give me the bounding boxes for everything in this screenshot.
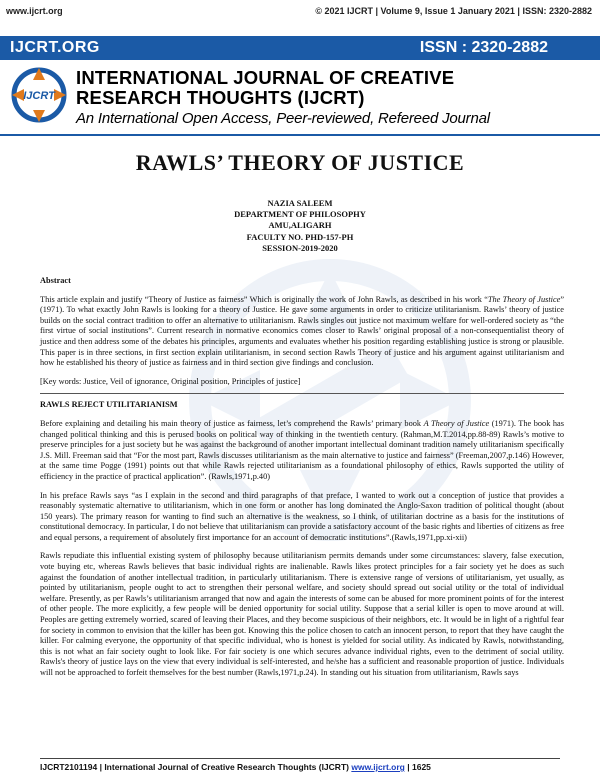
footer-site-link[interactable]: www.ijcrt.org xyxy=(351,762,405,772)
journal-title-line-2: RESEARCH THOUGHTS (IJCRT) xyxy=(76,87,365,108)
abstract-text-b: ” (1971). To what exactly John Rawls is looking for a theory of Justice. He gave some arguments in order to criticize utilitarianism. Rawls’ theory of justice builds on the social contract tradition to offer an alternative to utilitarianism. Rawls singles out justice not maximum welfare for well-ordered society as “the first virtue of social institutions”. Current research in normative economics comes closer to Rawls’ original proposal of a non-consequentialist theory of justice and then address some of the debates his principles, arguments and evaluates whether his position regarding establishing justice is strong or plausible. This paper is in three sections, in first section explain utilitarianism, in second section Rawls Theory of justice and his argument against utilitarianism and how he established his theory of justice as fairness and in third section give findings and conclusion. xyxy=(40,294,564,368)
section-rule xyxy=(40,393,564,394)
footer-paper-id: IJCRT2101194 xyxy=(40,762,98,772)
section-p1-text-b: (1971). The book has changed political thinking and this is perused books on political way of thinking in the twentieth century. (Rahman,M.T.2014,pp.88-89) Rawls’s motive to preserve principles for a just society but he was against the background of another important intellectual dominant tradition namely utilitarianism specifically J.S. Mill. Freeman said that “For the most part, Rawls discusses utilitarianism as the main alternative to justice and fairness” (Freeman,2007,p.146) However, at the same time Pogge (1991) points out that while Rawls rejected utilitarianism as a foundational philosophy of ethics, Rawls supported the utility of efficiency in the practice of practical application”. (Rawls,1971,p.40) xyxy=(40,418,564,481)
journal-title-line-1: INTERNATIONAL JOURNAL OF CREATIVE xyxy=(76,67,455,88)
author-university: AMU,ALIGARH xyxy=(268,220,332,231)
article-body xyxy=(40,276,564,687)
abstract-heading: Abstract xyxy=(40,276,71,285)
author-department: DEPARTMENT OF PHILOSOPHY xyxy=(234,209,366,220)
journal-title xyxy=(76,68,596,108)
footer-journal: International Journal of Creative Research Thoughts (IJCRT) xyxy=(104,762,349,772)
banner-issn: ISSN : 2320-2882 xyxy=(419,39,548,56)
logo-text: IJCRT xyxy=(23,90,55,102)
footer-line xyxy=(40,762,560,772)
section-paragraph-2: In his preface Rawls says “as I explain in the second and third paragraphs of that preface, I wanted to work out a conception of justice that provides a reasonably systematic alternative to utilitarianism, which in one form or another has long dominated the Anglo-Saxon tradition of political thought (about 150 years). The primary reason for wanting to find such an alternative is the weakness, so I think, of utilitarian doctrine as a basis for the institutions of constitutional democracy. In particular, I do not believe that utilitarianism can provide a satisfactory account of the basic rights and liberties of citizens as free and equal persons, a requirement of absolutely first importance for an account of democratic institutions”.(Rawls,1971,pp.xi-xii) xyxy=(40,490,564,542)
section-heading: RAWLS REJECT UTILITARIANISM xyxy=(40,400,178,410)
article-title: RAWLS’ THEORY OF JUSTICE xyxy=(135,150,465,175)
author-session: SESSION-2019-2020 xyxy=(262,242,338,253)
abstract-paragraph xyxy=(40,295,564,369)
running-header xyxy=(0,0,600,20)
author-block xyxy=(0,198,600,254)
header-divider xyxy=(0,134,600,136)
journal-banner xyxy=(0,36,600,60)
section-paragraph-3: Rawls repudiate this influential existing system of philosophy because utilitarianism permits demands under some circumstances: slavery, false execution, vote buying etc, whereas Rawls believes that basic individual rights are inalienable. Rawls likes protect principles for a fair society yet he does as such against the foundation of another intellectual tradition, in particularly utilitarianism. There is extensive range of versions of utilitarianism, yet usually, as pointed by utilitarianism, people ought to act to strengthen their personal welfare, and society should spread out social utility or the total of individual welfare. Presently, as per Rawls’s utilitarianism arranged that now and again the interests of some can be abused for more prominent points of for the interest of other people. The more explicitly, a few people will be denied opportunity for social utility. Suppose that a serial killer is open to move around at will. Peoples are getting extremely worried, scared of leaving their Places, and they become suspicious of their neighbors, etc. It would be in light of a rightful fear for society in common to envision that the killer has been got. Knowing this the police chosen to catch an innocent person, to report that they have caught the killer. For calming everyone, the opportunity of that specific individual, who is honest is yielded for social utility. As indicated by Rawls, notwithstanding, this is not what an fair society ought to look like. For fair society is one which secures advance individual rights, even to the detriment of social utility. Rawls's theory of justice lays on the view that every individual is self-interested, and he/she has a sufficient and reasonable proportion of justice. Individuals will not be approached to forfeit themselves for the best number (Rawls,1971,p.24). In standing out his situation from utilitarianism, Rawls says xyxy=(40,551,564,677)
abstract-book-title: The Theory of Justice xyxy=(487,294,561,304)
section-paragraph-1 xyxy=(40,419,564,483)
banner-brand: IJCRT.ORG xyxy=(10,39,100,56)
footer-rule xyxy=(40,758,560,759)
abstract-text-a: This article explain and justify “Theory of Justice as fairness” Which is originally the work of John Rawls, as described in his work “ xyxy=(40,294,488,304)
author-faculty-no: FACULTY NO. PHD-157-PH xyxy=(246,231,354,242)
footer-sep-3: | xyxy=(407,762,412,772)
section-p1-book-title: A Theory of Justice xyxy=(423,418,490,428)
header-volume-info: © 2021 IJCRT | Volume 9, Issue 1 January 2021 | ISSN: 2320-2882 xyxy=(315,6,592,16)
footer-page-number: 1625 xyxy=(412,762,431,772)
footer-sep-1: | xyxy=(99,762,105,772)
section-p1-text-a: Before explaining and detailing his main theory of justice as fairness, let’s comprehend the Rawls’ primary book xyxy=(40,418,424,428)
journal-logo-icon xyxy=(10,66,68,124)
keywords: [Key words: Justice, Veil of ignorance, Original position, Principles of justice] xyxy=(40,376,301,386)
author-name: NAZIA SALEEM xyxy=(267,198,333,208)
journal-subtitle: An International Open Access, Peer-reviewed, Refereed Journal xyxy=(76,110,490,127)
header-site-link[interactable]: www.ijcrt.org xyxy=(6,6,63,16)
